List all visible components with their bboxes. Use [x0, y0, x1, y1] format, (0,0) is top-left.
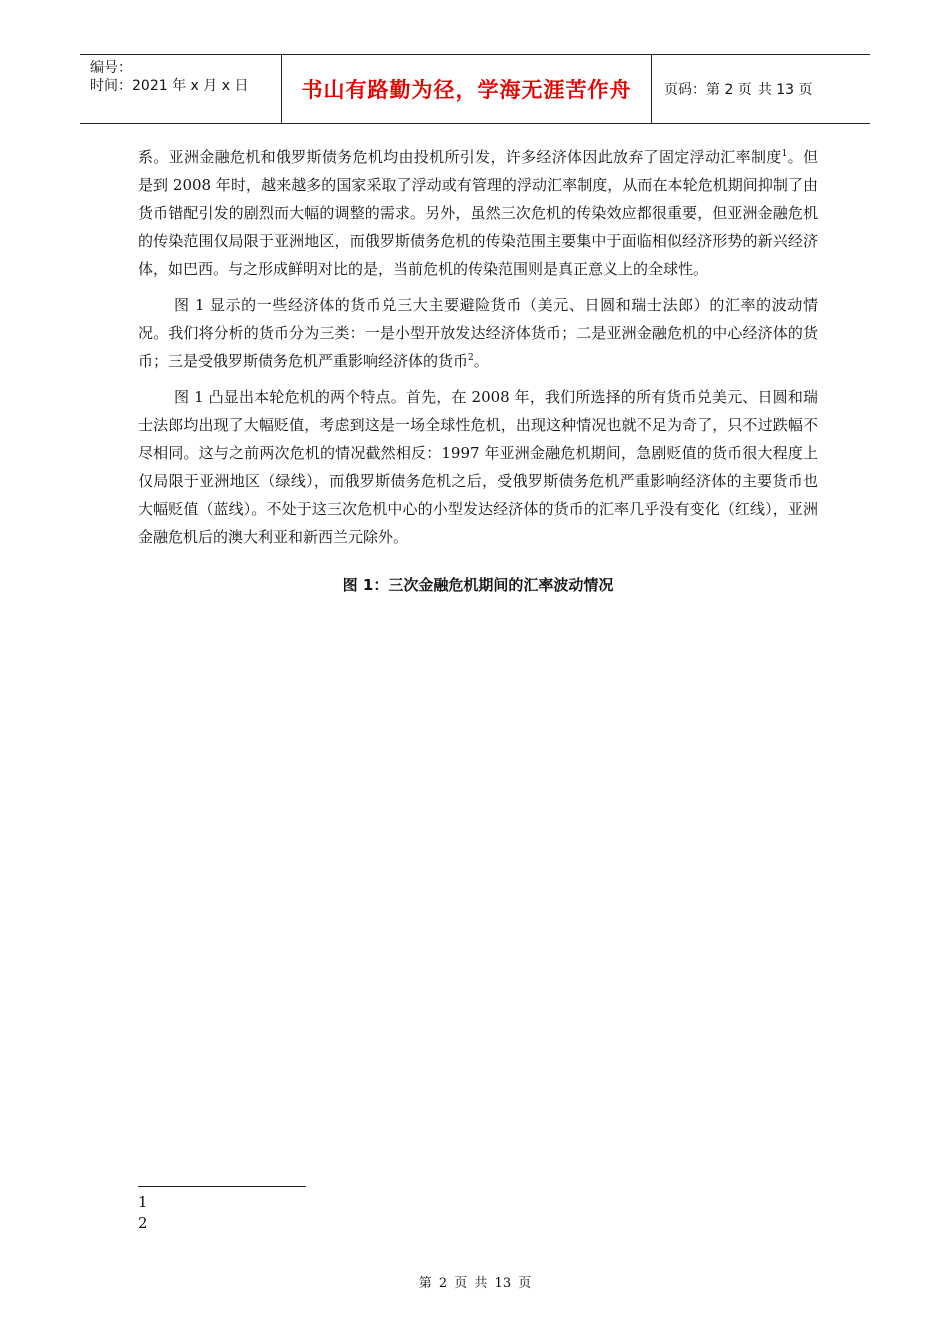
paragraph: 图 1 显示的一些经济体的货币兑三大主要避险货币（美元、日圆和瑞士法郎）的汇率的波动情况。我们将分析的货币分为三类：一是小型开放发达经济体货币；二是亚洲金融危机的中心经济体的货币；三是受俄罗斯债务危机严重影响经济体的货币$^2$。 — [138, 296, 818, 370]
document-time-label: 时间：2021 年 x 月 x 日 — [90, 78, 249, 94]
header-page-info — [664, 55, 813, 123]
header-page-total: 共 13 页 — [757, 82, 813, 98]
figure-caption: 图 1：三次金融危机期间的汇率波动情况 — [342, 576, 614, 594]
header-meta — [90, 59, 280, 95]
footnotes — [138, 1192, 148, 1234]
header-divider — [651, 55, 652, 123]
footnote-ref[interactable]: 1 — [781, 149, 788, 159]
page-footer: 第 2 页 共 13 页 — [418, 1276, 532, 1291]
paragraph: 图 1 凸显出本轮危机的两个特点。首先，在 2008 年，我们所选择的所有货币兑美元、日圆和瑞士法郎均出现了大幅贬值，考虑到这是一场全球性危机，出现这种情况也就不足为奇了，只不过跌幅不尽相同。这与之前两次危机的情况截然相反：1997 年亚洲金融危机期间，急剧贬值的货币很大程度上仅局限于亚洲地区（绿线），而俄罗斯债务危机之后，受俄罗斯债务危机严重影响经济体的主要货币也大幅贬值（蓝线）。不处于这三次危机中心的小型发达经济体的货币的汇率几乎没有变化（红线），亚洲金融危机后的澳大利亚和新西兰元除外。 — [138, 388, 818, 546]
footnote-ref[interactable]: 2 — [468, 353, 474, 363]
footnote-item: 2 — [138, 1214, 148, 1232]
header-page-number: 页码：第 2 页 — [664, 82, 752, 98]
paragraph: 系。亚洲金融危机和俄罗斯债务危机均由投机所引发，许多经济体因此放弃了固定浮动汇率制度$^1$。但是到 2008 年时，越来越多的国家采取了浮动或有管理的浮动汇率制度，从而在本轮危机期间抑制了由货币错配引发的剧烈而大幅的调整的需求。另外，虽然三次危机的传染效应都很重要，但亚洲金融危机的传染范围仅局限于亚洲地区，而俄罗斯债务危机的传染范围主要集中于面临相似经济形势的新兴经济体，如巴西。与之形成鲜明对比的是，当前危机的传染范围则是真正意义上的全球性。 — [138, 148, 818, 278]
header-motto: 书山有路勤为径，学海无涯苦作舟 — [301, 78, 632, 102]
footnote-separator — [138, 1186, 306, 1187]
document-number-label: 编号： — [90, 60, 132, 76]
footnote-item: 1 — [138, 1193, 148, 1211]
document-body — [138, 143, 818, 551]
page-header — [80, 54, 870, 124]
